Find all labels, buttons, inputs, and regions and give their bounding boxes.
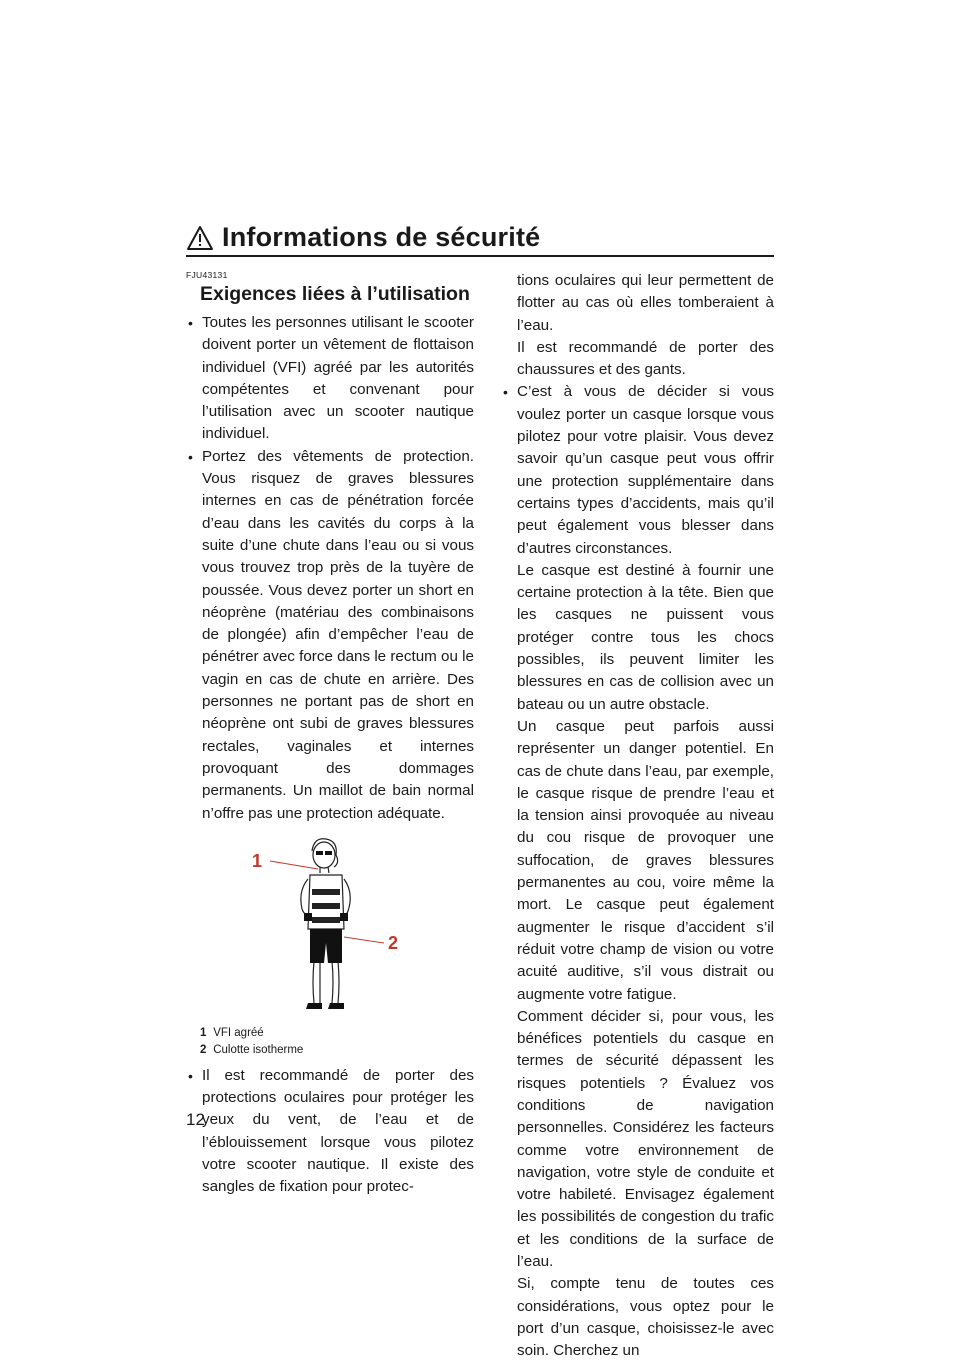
page-number: 12 (186, 1110, 205, 1129)
figure-legend (200, 1025, 474, 1059)
warning-triangle-icon (186, 225, 214, 251)
bullet-list-1 (186, 312, 474, 825)
callout-2: 2 (388, 932, 399, 953)
bullet-list-2 (186, 1065, 474, 1199)
paragraph: Il est recommandé de porter des chaussures et des gants. (517, 338, 774, 379)
bullet-item: • Portez des vêtements de protection. Vous risquez de graves blessures internes en cas de pénétration forcée d’eau dans les cavités du corps à la suite d’une chute dans l’eau ou si vous vous trouvez trop près de la tuyère de poussée. Vous devez porter un short en néoprène (matériau des combinaisons de plongée) afin d’empêcher l’eau de pénétrer avec force dans le rectum ou le vagin en cas de chute en arrière. Des personnes ne portant pas de short en néoprène ont subi de graves blessures rectales, vaginales et internes provoquant des dommages permanents. Un maillot de bain normal n’offre pas une protection adéquate. (186, 446, 474, 825)
legend-item (200, 1042, 474, 1059)
figure-person-with-vest (186, 833, 474, 1019)
page-header (186, 222, 540, 253)
legend-text: Culotte isotherme (213, 1043, 304, 1056)
legend-number: 2 (200, 1043, 207, 1056)
paragraph: Un casque peut parfois aussi représenter un danger potentiel. En cas de chute dans l’eau, par exemple, le casque risque de prendre l’eau et la tension ainsi provoquée au niveau du cou risque de provoquer une suffocation, de graves blessures permanentes au cou, voire même la mort. Le casque peut également augmenter le risque d’accident s’il réduit votre champ de vision ou votre acuité auditive, s’il vous distrait ou augmente votre fatigue. (517, 717, 774, 1003)
bullet-item: • Il est recommandé de porter des protections oculaires pour protéger les yeux du vent, de l’eau et de l’éblouissement lorsque vous pilotez votre scooter nautique. Il existe des sangles de fixation pour protec- (186, 1065, 474, 1199)
left-column (186, 270, 474, 1199)
header-divider (186, 255, 774, 257)
legend-number: 1 (200, 1026, 207, 1039)
section-code: FJU43131 (186, 270, 228, 280)
paragraph: Si, compte tenu de toutes ces considérations, vous optez pour le port d’un casque, choisissez-le avec soin. Cherchez un (517, 1275, 774, 1360)
paragraph: Le casque est destiné à fournir une certaine protection à la tête. Bien que les casques ne puissent vous protéger contre tous les chocs possibles, ils peuvent limiter les blessures en cas de collision avec un bateau ou un autre obstacle. (517, 561, 774, 713)
section-title: Exigences liées à l’utilisation (200, 283, 470, 305)
bullet-item: • Toutes les personnes utilisant le scooter doivent porter un vêtement de flottaison individuel (VFI) agréé par les autorités compétentes et convenant pour l’utilisation avec un scooter nautique individuel. (186, 312, 474, 446)
legend-item (200, 1025, 474, 1042)
person-illustration (186, 833, 474, 1019)
bullet-item: • C’est à vous de décider si vous voulez porter un casque lorsque vous pilotez pour votre plaisir. Vous devez savoir qu’un casque peut vous offrir une protection supplémentaire dans certains types d’accidents, mais qu’il peut également vous blesser dans d’autres circonstances. (501, 381, 774, 559)
bullet-list-3 (501, 381, 774, 559)
legend-text: VFI agréé (213, 1026, 264, 1039)
paragraph: Comment décider si, pour vous, les bénéfices potentiels du casque en termes de sécurité dépassent les risques potentiels ? Évaluez vos conditions de navigation personnelles. Considérez les facteurs comme votre environnement de navigation, votre style de conduite et votre habileté. Envisagez également les possibilités de congestion du trafic et les conditions de la surface de l’eau. (517, 1007, 774, 1271)
page-title: Informations de sécurité (222, 222, 541, 252)
callout-1: 1 (252, 850, 263, 871)
right-column (501, 270, 774, 1363)
paragraph: tions oculaires qui leur permettent de flotter au cas où elles tomberaient à l’eau. (517, 272, 774, 334)
